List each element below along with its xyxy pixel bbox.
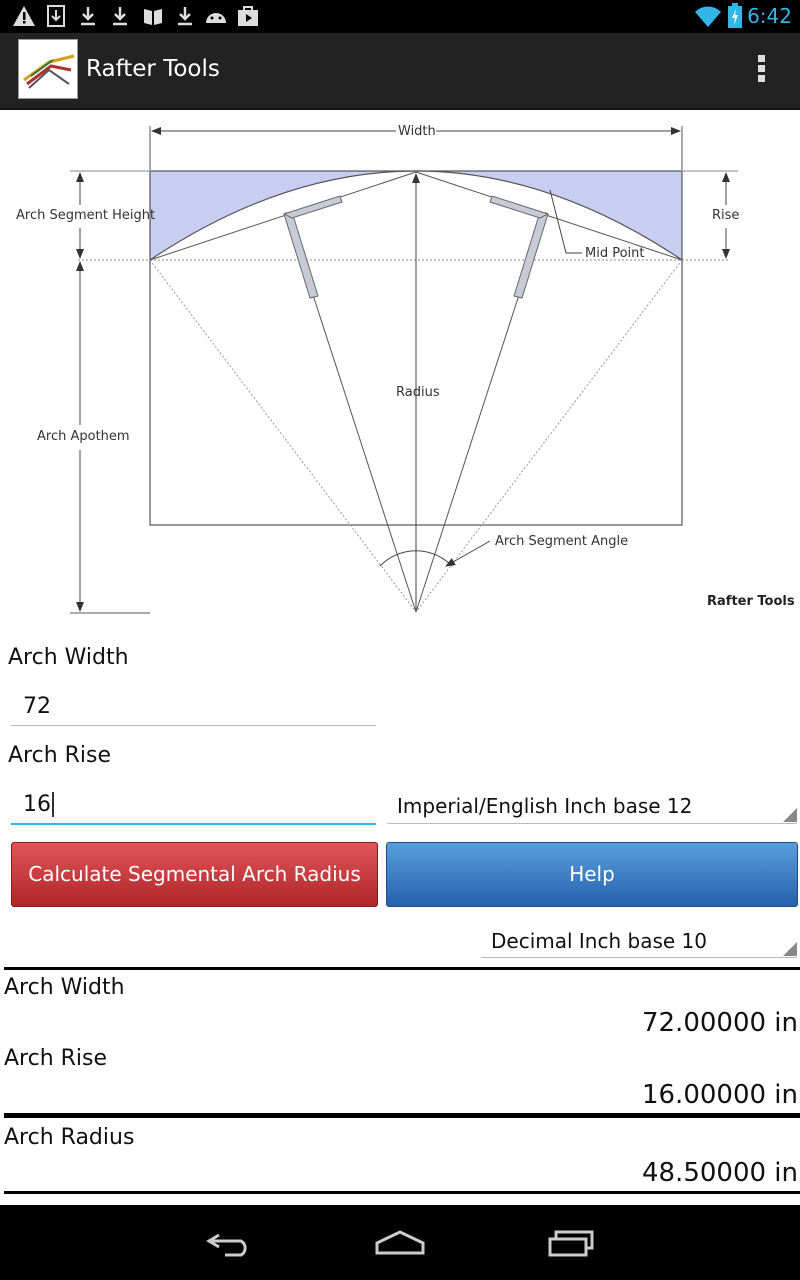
arch-width-label: Arch Width xyxy=(8,645,129,670)
status-bar xyxy=(0,0,800,33)
result-arch-radius-value: 48.50000 in xyxy=(641,1158,798,1188)
output-unit-spinner[interactable]: Decimal Inch base 10 xyxy=(491,929,707,953)
home-icon[interactable] xyxy=(374,1229,426,1257)
play-store-icon xyxy=(236,5,260,27)
app-title: Rafter Tools xyxy=(86,56,220,82)
arch-width-input[interactable]: 72 xyxy=(23,694,51,719)
help-button[interactable]: Help xyxy=(386,842,798,907)
result-arch-width-label: Arch Width xyxy=(4,975,125,1000)
result-arch-rise-label: Arch Rise xyxy=(4,1046,108,1071)
books-icon xyxy=(142,5,164,27)
sim-download-icon xyxy=(46,5,66,27)
diagram-watermark: Rafter Tools xyxy=(707,594,795,609)
diagram-mid-point-label: Mid Point xyxy=(585,246,645,261)
download-icon xyxy=(78,5,98,27)
recent-apps-icon[interactable] xyxy=(546,1229,596,1257)
spinner-arrow-icon xyxy=(783,808,797,822)
diagram-rise-label: Rise xyxy=(712,208,740,223)
spinner-arrow-icon xyxy=(783,942,797,956)
result-arch-radius-label: Arch Radius xyxy=(4,1125,135,1150)
diagram-arch-apothem-label: Arch Apothem xyxy=(37,429,130,444)
input-unit-spinner-underline xyxy=(387,823,797,824)
download-icon xyxy=(175,5,195,27)
output-unit-spinner-underline xyxy=(481,957,797,958)
results-divider xyxy=(4,1113,800,1118)
arch-rise-label: Arch Rise xyxy=(8,743,112,768)
arch-width-input-underline xyxy=(11,725,376,726)
back-icon[interactable] xyxy=(205,1229,255,1257)
input-unit-spinner[interactable]: Imperial/English Inch base 12 xyxy=(397,794,693,818)
arch-diagram xyxy=(0,110,800,630)
status-time: 6:42 xyxy=(747,4,792,28)
diagram-width-label: Width xyxy=(398,124,436,139)
results-divider xyxy=(4,1191,800,1194)
warning-icon xyxy=(12,5,36,27)
diagram-arch-segment-angle-label: Arch Segment Angle xyxy=(495,534,629,549)
overflow-menu-icon[interactable] xyxy=(758,55,766,85)
arch-rise-input-underline xyxy=(11,823,376,825)
diagram-arch-segment-height-label: Arch Segment Height xyxy=(16,208,156,223)
arch-rise-input[interactable]: 16 xyxy=(23,792,54,817)
navigation-bar xyxy=(0,1205,800,1280)
calculate-radius-button[interactable]: Calculate Segmental Arch Radius xyxy=(11,842,378,907)
result-arch-width-value: 72.00000 in xyxy=(641,1008,798,1038)
diagram-radius-label: Radius xyxy=(396,385,440,400)
results-divider xyxy=(4,967,800,970)
android-icon xyxy=(203,5,229,27)
wifi-icon xyxy=(694,4,722,28)
download-icon xyxy=(110,5,130,27)
battery-charging-icon xyxy=(728,3,742,29)
app-logo-icon[interactable] xyxy=(18,39,78,99)
result-arch-rise-value: 16.00000 in xyxy=(641,1080,798,1110)
action-bar xyxy=(0,33,800,110)
